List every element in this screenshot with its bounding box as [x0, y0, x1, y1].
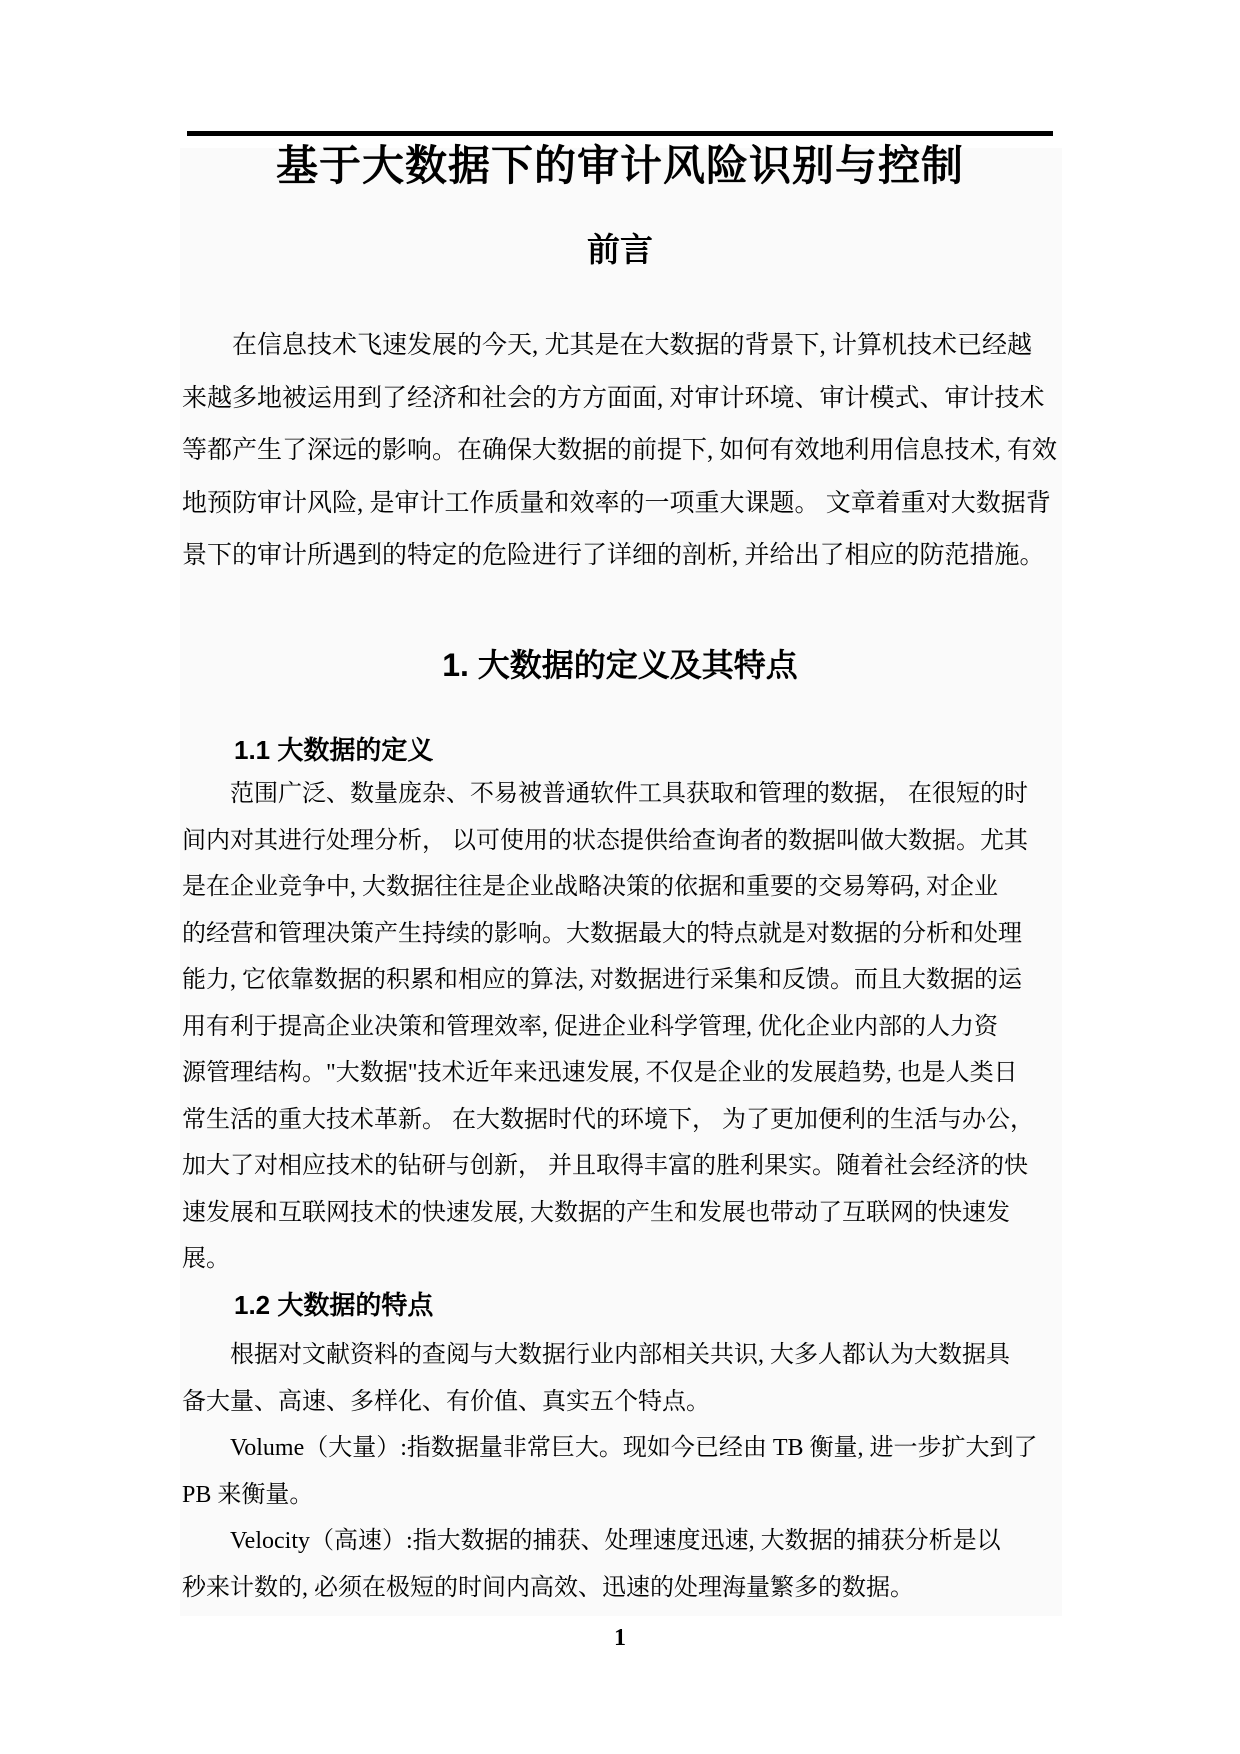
volume-paragraph: [182, 1425, 1062, 1518]
body-line: 速发展和互联网技术的快速发展, 大数据的产生和发展也带动了互联网的快速发: [182, 1199, 1010, 1226]
body-line: Volume（大量）:指数据量非常巨大。现如今已经由 TB 衡量, 进一步扩大到了: [230, 1435, 1038, 1461]
section-1-heading: 1. 大数据的定义及其特点: [442, 647, 798, 683]
section-1-1-heading: 1.1 大数据的定义: [234, 735, 434, 765]
velocity-paragraph: [182, 1518, 1062, 1611]
body-line: 备大量、高速、多样化、有价值、真实五个特点。: [182, 1388, 710, 1415]
body-line: 展。: [182, 1246, 230, 1272]
page-number: 1: [614, 1625, 626, 1651]
body-line: 范围广泛、数量庞杂、不易被普通软件工具获取和管理的数据， 在很短的时: [230, 781, 1028, 807]
section-1-1-paragraph: [182, 771, 1062, 1283]
body-line: PB 来衡量。: [182, 1481, 314, 1508]
preface-paragraph: [182, 320, 1062, 583]
body-line: 是在企业竞争中, 大数据往往是企业战略决策的依据和重要的交易筹码, 对企业: [182, 874, 998, 900]
section-1-2-paragraph: [182, 1332, 1062, 1425]
body-line: 能力, 它依靠数据的积累和相应的算法, 对数据进行采集和反馈。而且大数据的运: [182, 967, 1022, 993]
body-line: 的经营和管理决策产生持续的影响。大数据最大的特点就是对数据的分析和处理: [182, 920, 1022, 947]
preface-heading: 前言: [587, 231, 653, 268]
preface-line: 在信息技术飞速发展的今天, 尤其是在大数据的背景下, 计算机技术已经越: [232, 332, 1033, 359]
preface-line: 景下的审计所遇到的特定的危险进行了详细的剖析, 并给出了相应的防范措施。: [182, 542, 1045, 569]
body-line: Velocity（高速）:指大数据的捕获、处理速度迅速, 大数据的捕获分析是以: [230, 1528, 1001, 1554]
document-title: 基于大数据下的审计风险识别与控制: [275, 142, 964, 189]
section-1-2-heading: 1.2 大数据的特点: [234, 1290, 434, 1320]
body-line: 加大了对相应技术的钻研与创新， 并且取得丰富的胜利果实。随着社会经济的快: [182, 1153, 1028, 1179]
header-rule: [187, 131, 1053, 136]
body-line: 根据对文献资料的查阅与大数据行业内部相关共识, 大多人都认为大数据具: [230, 1342, 1010, 1368]
body-line: 用有利于提高企业决策和管理效率, 促进企业科学管理, 优化企业内部的人力资: [182, 1013, 998, 1040]
body-line: 源管理结构。"大数据"技术近年来迅速发展, 不仅是企业的发展趋势, 也是人类日: [182, 1060, 1018, 1086]
preface-line: 等都产生了深远的影响。在确保大数据的前提下, 如何有效地利用信息技术, 有效: [182, 437, 1058, 464]
preface-line: 地预防审计风险, 是审计工作质量和效率的一项重大课题。 文章着重对大数据背: [182, 489, 1051, 517]
body-line: 间内对其进行处理分析， 以可使用的状态提供给查询者的数据叫做大数据。尤其: [182, 827, 1028, 854]
body-line: 秒来计数的, 必须在极短的时间内高效、迅速的处理海量繁多的数据。: [182, 1574, 914, 1601]
body-line: 常生活的重大技术革新。 在大数据时代的环境下， 为了更加便利的生活与办公，: [182, 1106, 1034, 1133]
preface-line: 来越多地被运用到了经济和社会的方方面面, 对审计环境、审计模式、审计技术: [182, 384, 1045, 412]
